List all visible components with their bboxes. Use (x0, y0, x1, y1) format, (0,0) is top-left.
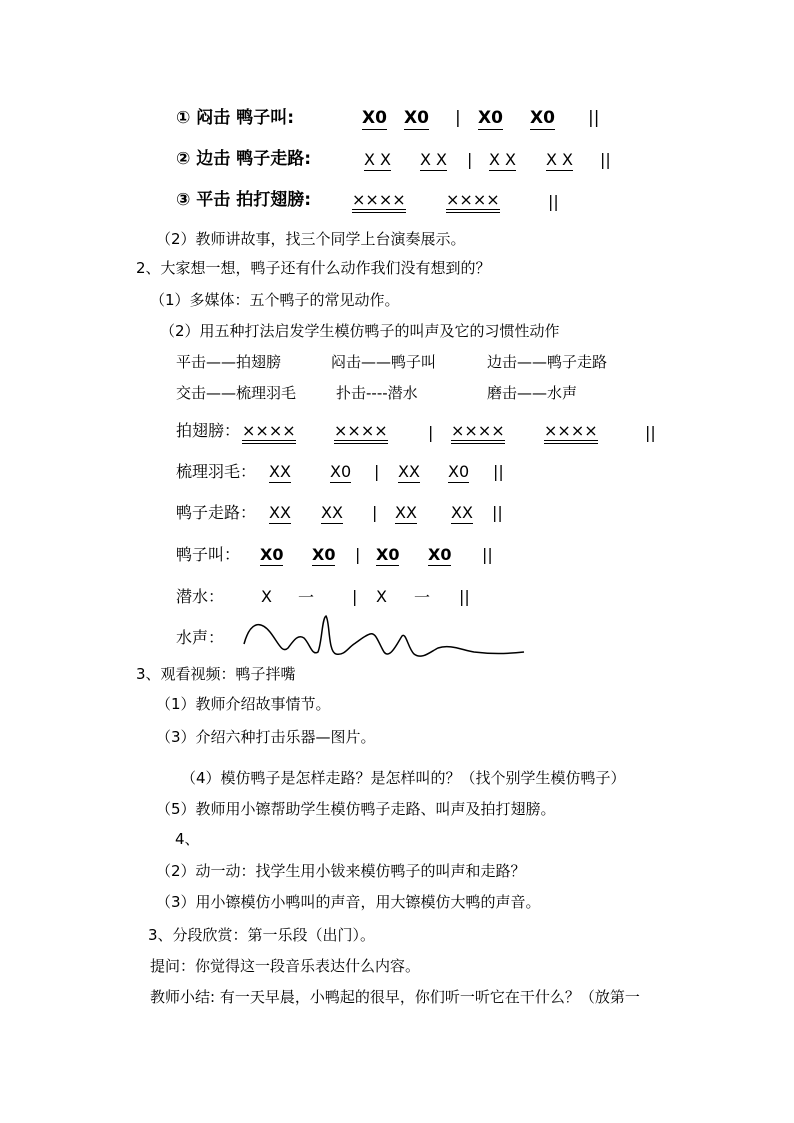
rhythm-note: X0 (362, 108, 387, 128)
rhythm-dash: 一 (298, 588, 315, 607)
rhythm-note: X0 (530, 108, 555, 128)
rhythm-note: XX (451, 503, 473, 522)
rhythm-label-wings: 拍翅膀： (176, 421, 241, 440)
barline: | (467, 150, 473, 169)
rhythm-note: X X (489, 150, 517, 169)
rhythm-note: XX (395, 503, 417, 522)
text-line: （1）教师介绍故事情节。 (156, 695, 331, 713)
rhythm-note: ×××× (242, 421, 296, 444)
rhythm-note: X0 (376, 545, 400, 564)
rhythm-note: ×××× (544, 421, 598, 444)
mapping-item: 平击——拍翅膀 (176, 353, 282, 371)
text-line: （2）教师讲故事，找三个同学上台演奏展示。 (156, 230, 466, 248)
rhythm-note: X0 (330, 462, 352, 481)
rhythm-note: X0 (448, 462, 470, 481)
rhythm-note: X0 (478, 108, 503, 128)
rhythm-note: X X (546, 150, 574, 169)
rhythm-note: X0 (404, 108, 429, 128)
double-barline: || (492, 503, 503, 522)
rhythm-note: XX (269, 462, 291, 481)
rhythm-label-water: 水声： (176, 628, 225, 647)
barline: | (352, 587, 358, 606)
barline: | (374, 462, 380, 481)
barline: | (372, 503, 378, 522)
mapping-item: 闷击——鸭子叫 (331, 353, 437, 371)
barline: | (455, 108, 461, 128)
double-barline: || (645, 423, 656, 442)
text-line: 教师小结: 有一天早晨，小鸭起的很早，你们听一听它在干什么？（放第一 (150, 988, 640, 1006)
text-line: 4、 (175, 830, 200, 848)
barline: | (355, 545, 361, 564)
text-line: （5）教师用小镲帮助学生模仿鸭子走路、叫声及拍打翅膀。 (156, 800, 556, 818)
text-line: （3）用小镲模仿小鸭叫的声音，用大镲模仿大鸭的声音。 (156, 893, 541, 911)
rhythm-note: X X (364, 150, 392, 169)
mapping-item: 扑击----潜水 (336, 384, 418, 402)
rhythm-note: X (376, 587, 387, 606)
rhythm-note: ×××× (451, 421, 505, 444)
rhythm-note: X0 (312, 545, 336, 564)
rhythm-dash: 一 (414, 588, 431, 607)
rhythm-note: XX (269, 503, 291, 522)
double-barline: || (548, 192, 559, 211)
rhythm-label-quack: 鸭子叫： (176, 545, 241, 564)
water-wave-drawing (238, 612, 530, 664)
text-line: （2）用五种打法启发学生模仿鸭子的叫声及它的习惯性动作 (160, 322, 560, 340)
double-barline: || (588, 108, 600, 128)
double-barline: || (459, 587, 470, 606)
mapping-item: 边击——鸭子走路 (487, 353, 608, 371)
rhythm-note: X X (420, 150, 448, 169)
text-line: （2）动一动：找学生用小钹来模仿鸭子的叫声和走路？ (156, 862, 526, 880)
rhythm-note: X0 (260, 545, 284, 564)
text-line: 提问：你觉得这一段音乐表达什么内容。 (150, 957, 421, 975)
double-barline: || (482, 545, 493, 564)
barline: | (428, 423, 434, 442)
double-barline: || (493, 462, 504, 481)
double-barline: || (600, 150, 611, 169)
example-quack-label: ① 闷击 鸭子叫: (176, 108, 295, 128)
rhythm-note: XX (398, 462, 420, 481)
rhythm-note: ×××× (352, 190, 406, 213)
rhythm-label-feathers: 梳理羽毛： (176, 462, 257, 481)
text-line: （3）介绍六种打击乐器—图片。 (156, 728, 376, 746)
mapping-item: 交击——梳理羽毛 (176, 384, 297, 402)
rhythm-note: ×××× (446, 190, 500, 213)
rhythm-note: ×××× (334, 421, 388, 444)
rhythm-note: XX (321, 503, 343, 522)
text-line: 2、大家想一想，鸭子还有什么动作我们没有想到的？ (136, 259, 491, 277)
text-line: （1）多媒体：五个鸭子的常见动作。 (150, 291, 400, 309)
text-line: （4）模仿鸭子是怎样走路？是怎样叫的？（找个别学生模仿鸭子） (181, 769, 626, 787)
mapping-item: 磨击——水声 (487, 384, 578, 402)
rhythm-note: X (261, 587, 272, 606)
text-line: 3、观看视频：鸭子拌嘴 (136, 665, 296, 683)
example-walk-label: ② 边击 鸭子走路: (176, 149, 312, 169)
rhythm-label-walk: 鸭子走路： (176, 503, 257, 522)
rhythm-note: X0 (428, 545, 452, 564)
example-wings-label: ③ 平击 拍打翅膀: (176, 190, 312, 210)
rhythm-label-dive: 潜水： (176, 587, 225, 606)
text-line: 3、分段欣赏：第一乐段（出门）。 (148, 926, 376, 944)
